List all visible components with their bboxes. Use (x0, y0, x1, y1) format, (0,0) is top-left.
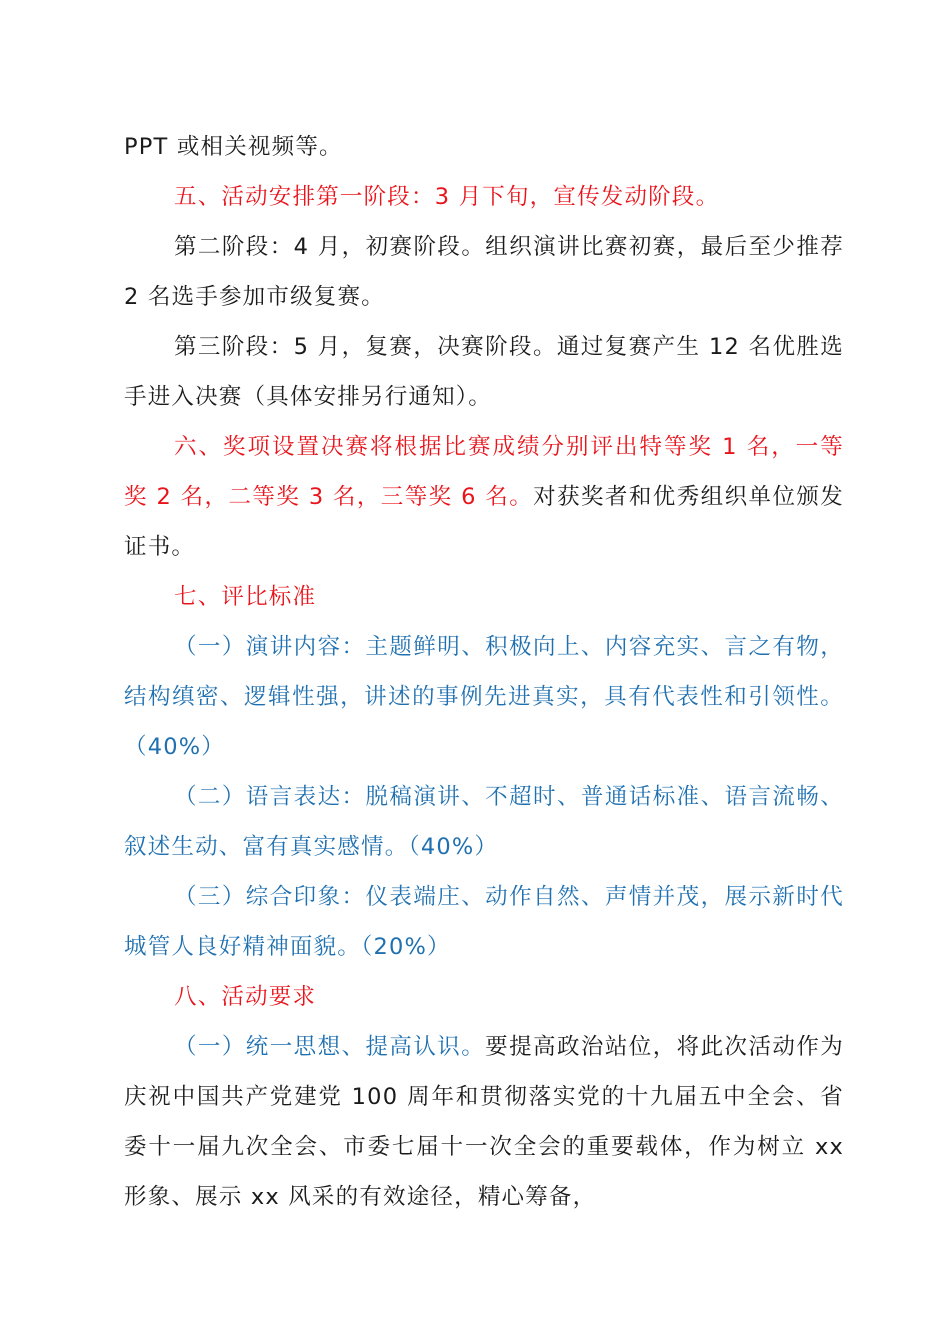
paragraph-ppt: PPT 或相关视频等。 (124, 134, 343, 160)
requirement-heading: （一）统一思想、提高认识。 (174, 1034, 486, 1060)
document-page (124, 122, 844, 1222)
requirement-text: 要提高政治站位，将此次活动作为庆祝中国共产党建党 100 周年和贯彻落实党的十九届五中全会、省委十一届九次全会、市委七届十一次全会的重要载体，作为树立 xx 形象、展示 xx 风采的有效途径，精心筹备， (124, 1034, 844, 1210)
criteria-content: （一）演讲内容：主题鲜明、积极向上、内容充实、言之有物，结构缜密、逻辑性强，讲述的事例先进真实，具有代表性和引领性。（40%） (124, 634, 844, 760)
paragraph-awards (124, 422, 844, 572)
certificate-text: 对获奖者和优秀组织单位颁发证书。 (124, 484, 844, 560)
awards-text: 六、奖项设置决赛将根据比赛成绩分别评出特等奖 1 名，一等奖 2 名，二等奖 3 名，三等奖 6 名。 (124, 434, 844, 510)
paragraph-requirements (124, 1022, 844, 1222)
section-eight-heading: 八、活动要求 (174, 984, 317, 1010)
paragraph-stage-two: 第二阶段：4 月，初赛阶段。组织演讲比赛初赛，最后至少推荐 2 名选手参加市级复赛。 (124, 234, 844, 310)
criteria-language: （二）语言表达：脱稿演讲、不超时、普通话标准、语言流畅、叙述生动、富有真实感情。（40%） (124, 784, 844, 860)
section-seven-heading: 七、评比标准 (174, 584, 317, 610)
criteria-impression: （三）综合印象：仪表端庄、动作自然、声情并茂，展示新时代城管人良好精神面貌。（20%） (124, 884, 844, 960)
paragraph-stage-three: 第三阶段：5 月，复赛，决赛阶段。通过复赛产生 12 名优胜选手进入决赛（具体安排另行通知）。 (124, 334, 844, 410)
section-five-heading: 五、活动安排第一阶段：3 月下旬，宣传发动阶段。 (174, 184, 720, 210)
